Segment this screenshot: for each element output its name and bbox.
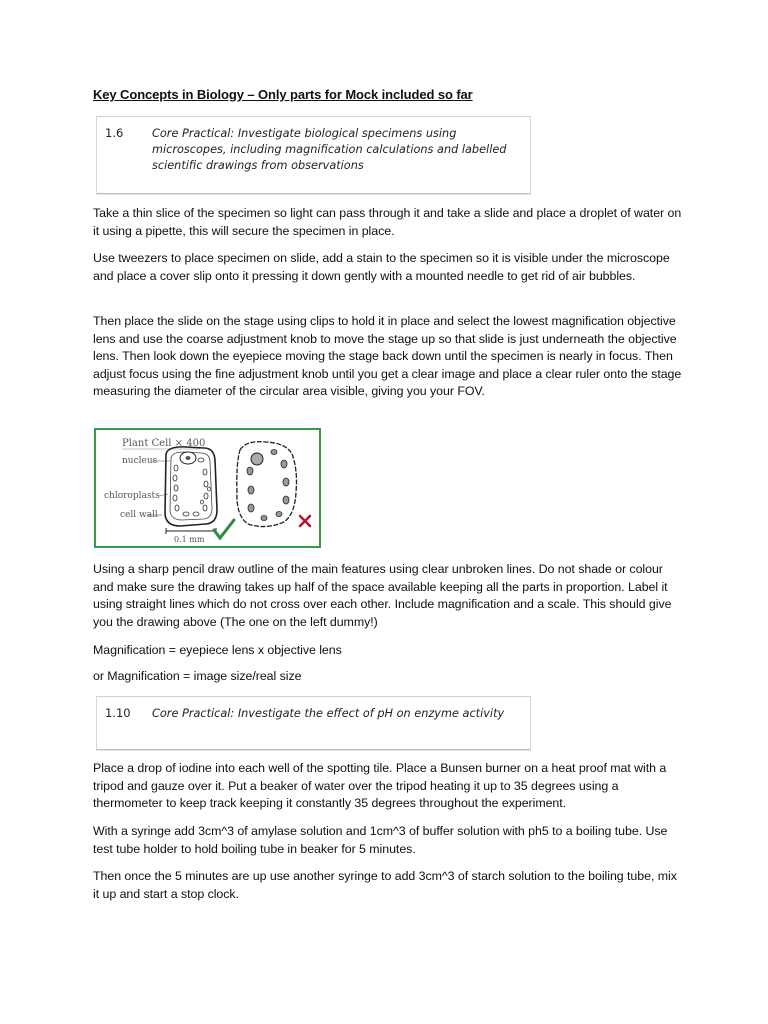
core-practical-number: 1.6 <box>105 126 124 140</box>
core-practical-title-line-3: scientific drawings from observations <box>152 159 364 172</box>
core-practical-title: Core Practical: Investigate the effect of pH on enzyme activity <box>152 707 505 720</box>
paragraph: Take a thin slice of the specimen so light can pass through it and take a slide and place a droplet of water on it using a pipette, this will secure the specimen in place. <box>93 206 682 238</box>
document-title: Key Concepts in Biology – Only parts for Mock included so far <box>93 87 473 102</box>
paragraph: Then once the 5 minutes are up use another syringe to add 3cm^3 of starch solution to the boiling tube, mix it up and start a stop clock. <box>93 869 677 901</box>
plant-cell-figure <box>94 428 321 548</box>
core-practical-box-2 <box>96 696 531 750</box>
paragraph: or Magnification = image size/real size <box>93 669 302 683</box>
chloroplasts-label: chloroplasts <box>104 491 160 501</box>
cell-drawing-good <box>165 447 217 526</box>
paragraph: Then place the slide on the stage using clips to hold it in place and select the lowest magnification objective lens and use the coarse adjustment knob to move the stage up so that slide is just underneath the objective lens. Then look down the eyepiece moving the stage back down until the specimen is nearly in focus. Then adjust focus using the fine adjustment knob until you get a clear image and place a clear ruler onto the stage measuring the diameter of the circular area visible, giving you your FOV. <box>93 314 682 399</box>
core-practical-box-1 <box>96 116 531 194</box>
paragraph: Using a sharp pencil draw outline of the main features using clear unbroken lines. Do not shade or colour and make sure the drawing takes up half of the space available keeping all the parts in proportion. Label it using straight lines which do not cross over each other. Include magnification and a scale. This should give you the drawing above (The one on the left dummy!) <box>93 562 672 629</box>
core-practical-title-line-2: microscopes, including magnification calculations and labelled <box>152 143 507 156</box>
figure-title: Plant Cell × 400 <box>122 438 206 449</box>
paragraph: Place a drop of iodine into each well of the spotting tile. Place a Bunsen burner on a heat proof mat with a tripod and gauze over it. Put a beaker of water over the tripod heating it up to 35 degrees using a thermometer to keep track keeping it constantly 35 degrees throughout the experiment. <box>93 761 667 811</box>
nucleus-label: nucleus <box>122 456 158 466</box>
paragraph: Magnification = eyepiece lens x objective lens <box>93 643 342 657</box>
cross-mark-icon <box>300 516 310 526</box>
cell-wall-label: cell wall <box>120 510 158 520</box>
core-practical-title-line-1: Core Practical: Investigate biological specimens using <box>152 127 457 140</box>
paragraph: With a syringe add 3cm^3 of amylase solution and 1cm^3 of buffer solution with ph5 to a boiling tube. Use test tube holder to hold boiling tube in beaker for 5 minutes. <box>93 824 668 856</box>
core-practical-number: 1.10 <box>105 706 131 720</box>
paragraph: Use tweezers to place specimen on slide, add a stain to the specimen so it is visible under the microscope and place a cover slip onto it pressing it down gently with a mounted needle to get rid of air bubbles. <box>93 251 670 283</box>
check-mark-icon <box>214 520 234 538</box>
cell-drawing-bad <box>237 442 297 527</box>
scale-label: 0.1 mm <box>174 535 205 544</box>
